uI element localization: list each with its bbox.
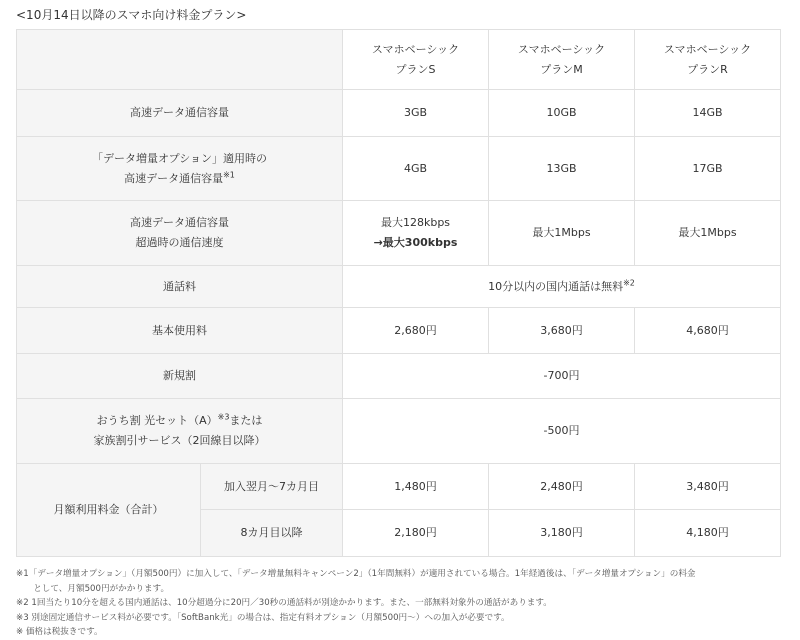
row-label-new-discount: 新規割	[17, 354, 343, 399]
table-row-basic-fee	[17, 308, 781, 354]
home-discount-label-text: おうち割 光セット（A）	[96, 414, 218, 427]
cell-data-capacity-r: 14GB	[635, 90, 781, 137]
cell-speed-s	[343, 201, 489, 266]
plan-s-name-line2: プランS	[395, 62, 436, 76]
table-row-data-capacity	[17, 90, 781, 137]
table-caption: <10月14日以降のスマホ向け料金プラン>	[16, 8, 247, 22]
cell-basic-fee-r: 4,680円	[635, 308, 781, 354]
data-option-label-line1: 「データ増量オプション」適用時の	[91, 151, 267, 165]
plan-m-name-line2: プランM	[540, 62, 583, 76]
cell-data-option-r: 17GB	[635, 137, 781, 201]
table-row-call	[17, 266, 781, 308]
table-row-speed	[17, 201, 781, 266]
row-sublabel-months-1-7: 加入翌月～7カ月目	[201, 464, 343, 510]
row-label-monthly-total: 月額利用料金（合計）	[17, 464, 201, 557]
speed-label-line1: 高速データ通信容量	[130, 216, 229, 229]
speed-label-line2: 超過時の通信速度	[135, 236, 224, 249]
cell-total-2-m: 3,180円	[489, 510, 635, 557]
cell-data-option-m: 13GB	[489, 137, 635, 201]
speed-s-line2: →最大300kbps	[373, 236, 458, 249]
speed-s-line1: 最大128kbps	[380, 216, 451, 229]
cell-speed-m: 最大1Mbps	[489, 201, 635, 266]
cell-new-discount: -700円	[343, 354, 781, 399]
cell-basic-fee-m: 3,680円	[489, 308, 635, 354]
data-option-label-line2	[21, 169, 338, 189]
footnote-1: ※1「データ増量オプション」（月額500円）に加入して、「データ増量無料キャンペーン2」（1年間無料）が適用されている場合。1年経過後は、「データ増量オプション」の料金	[16, 569, 696, 579]
cell-data-option-s: 4GB	[343, 137, 489, 201]
table-row-monthly-total-1	[17, 464, 781, 510]
plan-s-name-line1: スマホベーシック	[371, 42, 460, 56]
pricing-table	[16, 29, 781, 557]
table-header-row	[17, 30, 781, 90]
cell-data-capacity-m: 10GB	[489, 90, 635, 137]
row-label-data-option	[17, 137, 343, 201]
footnote-ref-3: ※3	[217, 412, 230, 422]
cell-total-2-s: 2,180円	[343, 510, 489, 557]
home-discount-label-line1	[21, 411, 338, 431]
data-option-label-text: 高速データ通信容量	[124, 171, 224, 185]
table-row-home-discount	[17, 399, 781, 464]
home-discount-label-tail: または	[229, 414, 263, 427]
plan-r-name-line1: スマホベーシック	[663, 42, 752, 56]
footnote-2: ※2 1回当たり10分を超える国内通話は、10分超過分に20円／30秒の通話料が別途かかります。また、一部無料対象外の通話があります。	[16, 598, 552, 609]
footnote-tax: ※ 価格は税抜きです。	[16, 627, 103, 638]
cell-basic-fee-s: 2,680円	[343, 308, 489, 354]
row-label-speed	[17, 201, 343, 266]
cell-total-1-r: 3,480円	[635, 464, 781, 510]
header-corner-cell	[17, 30, 343, 90]
cell-home-discount: -500円	[343, 399, 781, 464]
cell-call	[343, 266, 781, 308]
footnote-ref-2: ※2	[623, 277, 635, 287]
row-label-data-capacity: 高速データ通信容量	[17, 90, 343, 137]
cell-total-1-s: 1,480円	[343, 464, 489, 510]
plan-m-name-line1: スマホベーシック	[517, 42, 606, 56]
footnote-1-cont: として、月額500円がかかります。	[16, 583, 170, 594]
home-discount-label-line2: 家族割引サービス（2回線目以降）	[93, 434, 266, 447]
cell-data-capacity-s: 3GB	[343, 90, 489, 137]
header-plan-m	[489, 30, 635, 90]
plan-r-name-line2: プランR	[687, 62, 728, 76]
cell-total-2-r: 4,180円	[635, 510, 781, 557]
cell-total-1-m: 2,480円	[489, 464, 635, 510]
footnotes	[16, 567, 786, 640]
header-plan-s	[343, 30, 489, 90]
row-label-basic-fee: 基本使用料	[17, 308, 343, 354]
cell-speed-r: 最大1Mbps	[635, 201, 781, 266]
header-plan-r	[635, 30, 781, 90]
row-label-home-discount	[17, 399, 343, 464]
footnote-ref-1: ※1	[223, 169, 235, 179]
call-value-text: 10分以内の国内通話は無料	[488, 279, 624, 293]
row-sublabel-months-8-plus: 8カ月目以降	[201, 510, 343, 557]
table-row-data-option	[17, 137, 781, 201]
row-label-call: 通話料	[17, 266, 343, 308]
table-row-new-discount	[17, 354, 781, 399]
footnote-3: ※3 別途固定通信サービス料が必要です。「SoftBank光」の場合は、指定有料オプション（月額500円～）への加入が必要です。	[16, 612, 510, 623]
